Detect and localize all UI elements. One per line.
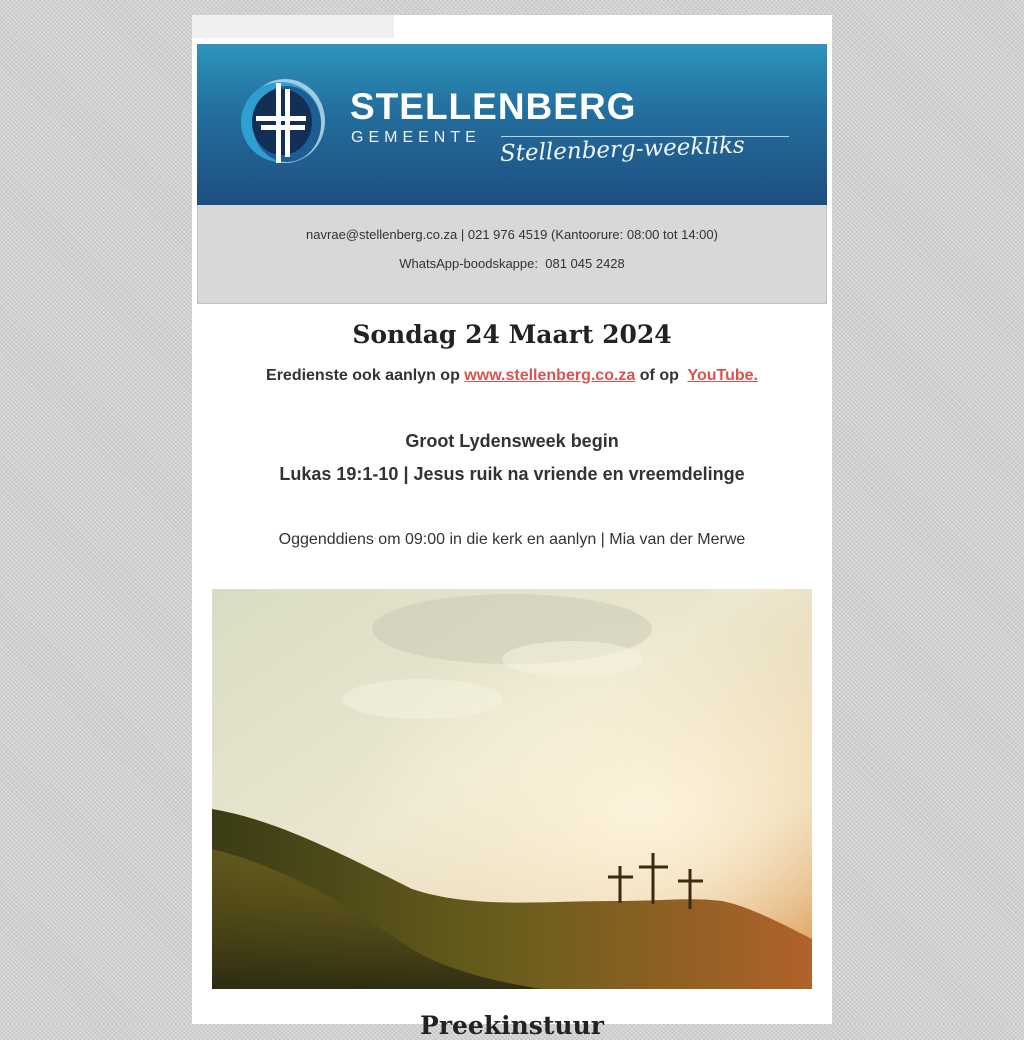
whatsapp-line [198,256,826,271]
whatsapp-label: WhatsApp-boodskappe: [399,256,538,271]
online-prefix: Eredienste ook aanlyn op [266,367,460,384]
whatsapp-number: 081 045 2428 [545,256,625,271]
service-info: Oggenddiens om 09:00 in die kerk en aanlyn | Mia van der Merwe [278,531,746,548]
contact-box [197,205,827,304]
scripture-reference: Lukas 19:1-10 | Jesus ruik na vriende en vreemdelinge [279,464,745,484]
week-subheading: Groot Lydensweek begin [405,431,619,451]
date-heading: Sondag 24 Maart 2024 [352,320,672,349]
three-crosses-hill-image [212,589,812,989]
website-link[interactable]: www.stellenberg.co.za [464,367,636,384]
header-banner [197,44,827,205]
brand-name: STELLENBERG [350,86,637,127]
online-services-line [192,367,832,385]
brand-subtitle: GEMEENTE [351,129,481,146]
preheader-bar [192,15,394,38]
youtube-link[interactable]: YouTube. [687,367,758,384]
newsletter-name: Stellenberg-weekliks [499,132,746,167]
newsletter-page [192,15,832,1040]
next-section-heading: Preekinstuur [420,1011,604,1040]
online-middle: of op [639,367,679,384]
contact-line: navrae@stellenberg.co.za | 021 976 4519 (Kantoorure: 08:00 tot 14:00) [306,227,718,242]
cross-logo-icon [235,77,329,167]
